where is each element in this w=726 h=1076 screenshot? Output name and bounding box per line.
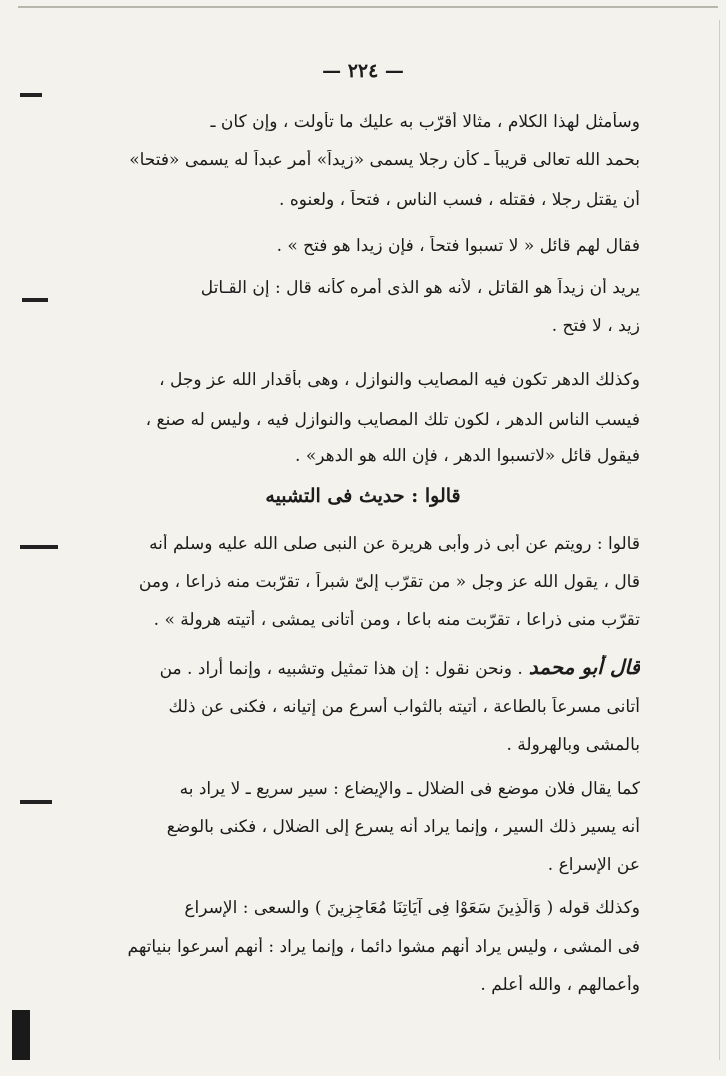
margin-mark: [20, 800, 52, 804]
section-heading: قالوا : حديث فى التشبيه: [265, 485, 461, 507]
text-line: يريد أن زيداً هو القاتل ، لأنه هو الذى أمره كأنه قال : إن القـاتل: [200, 278, 640, 298]
text-line: بحمد الله تعالى قريباً ـ كأن رجلا يسمى «زيداً» أمر عبداً له يسمى «فتحا»: [129, 150, 640, 170]
text-line: وكذلك قوله ( وَالَّذِينَ سَعَوْا فِى آيَاتِنَا مُعَاجِزِينَ ) والسعى : الإسراع: [184, 898, 640, 918]
margin-mark: [20, 545, 58, 549]
text-line: أنه يسير ذلك السير ، وإنما يراد أنه يسرع إلى الضلال ، فكنى بالوضع: [166, 817, 640, 837]
text-line: [80, 655, 640, 679]
text-line: أن يقتل رجلا ، فقتله ، فسب الناس ، فتحاً ، ولعنوه .: [279, 190, 640, 210]
text-line: زيد ، لا فتح .: [551, 316, 640, 336]
margin-mark: [20, 93, 42, 97]
text-line: أتانى مسرعاً بالطاعة ، أتيته بالثواب أسرع من إتيانه ، فكنى عن ذلك: [168, 697, 640, 717]
text-line: فيسب الناس الدهر ، لكون تلك المصايب والنوازل فيه ، وليس له صنع ،: [145, 410, 640, 430]
text-line: كما يقال فلان موضع فى الضلال ـ والإيضاع : سير سريع ـ لا يراد به: [179, 779, 640, 799]
text-line: قالوا : رويتم عن أبى ذر وأبى هريرة عن النبى صلى الله عليه وسلم أنه: [149, 534, 640, 554]
text-line: وأعمالهم ، والله أعلم .: [480, 975, 640, 995]
text-line: فقال لهم قائل « لا تسبوا فتحاً ، فإن زيدا هو فتح » .: [276, 236, 640, 256]
text-line: عن الإسراع .: [547, 855, 640, 875]
text-line: وسأمثل لهذا الكلام ، مثالا أقرّب به عليك ما تأولت ، وإن كان ـ: [210, 112, 640, 132]
speaker-text: . ونحن نقول : إن هذا تمثيل وتشبيه ، وإنما أراد . من: [159, 659, 523, 679]
text-line: فى المشى ، وليس يراد أنهم مشوا دائما ، وإنما يراد : أنهم أسرعوا بنياتهم: [127, 937, 640, 957]
text-line: وكذلك الدهر تكون فيه المصايب والنوازل ، وهى بأقدار الله عز وجل ،: [159, 370, 640, 390]
text-line: تقرّب منى ذراعا ، تقرّبت منه باعا ، ومن أتانى يمشى ، أتيته هرولة » .: [153, 610, 640, 630]
speaker-label: قال أبو محمد: [528, 655, 640, 679]
page-top-edge: [18, 6, 718, 8]
text-line: قال ، يقول الله عز وجل « من تقرّب إلىّ شبراً ، تقرّبت منه ذراعا ، ومن: [138, 572, 640, 592]
text-line: فيقول قائل «لاتسبوا الدهر ، فإن الله هو الدهر» .: [295, 446, 640, 466]
ink-blot: [12, 1010, 30, 1060]
page-number: — ٢٢٤ —: [322, 60, 404, 82]
text-line: بالمشى وبالهرولة .: [506, 735, 640, 755]
page-right-edge: [719, 20, 720, 1060]
margin-mark: [22, 298, 48, 302]
